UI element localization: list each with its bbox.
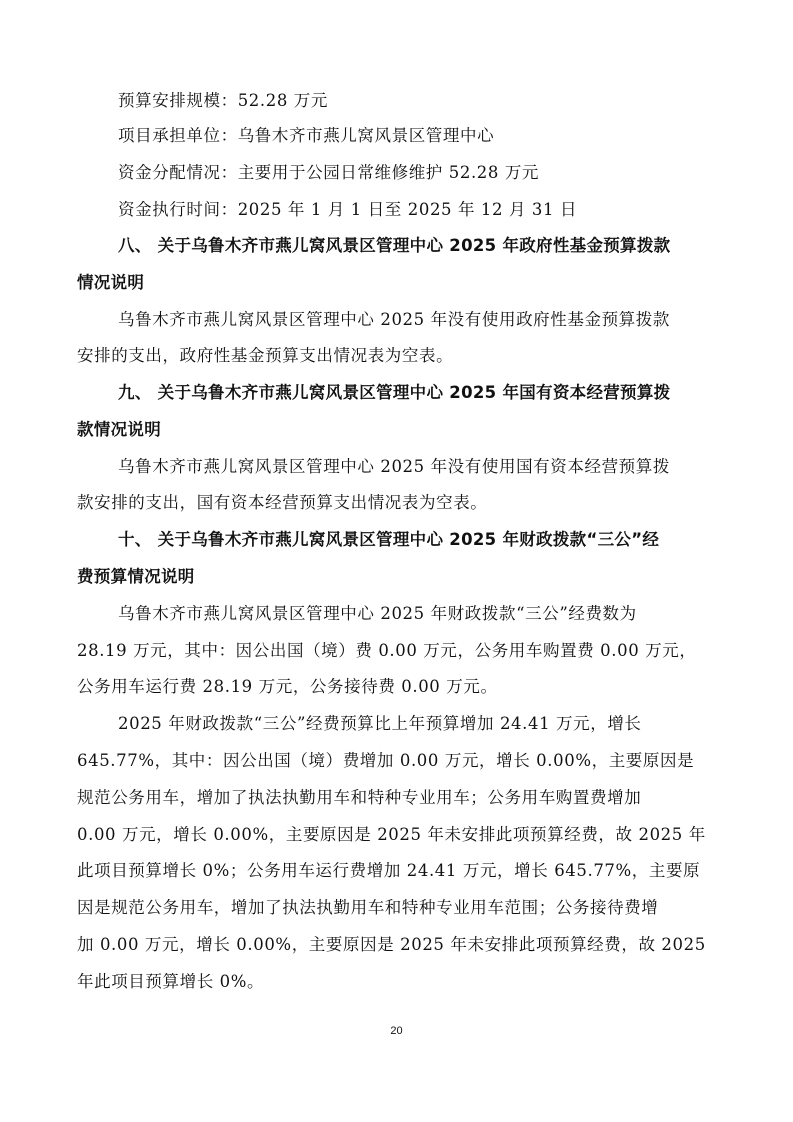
fund-allocation-line: 资金分配情况：主要用于公园日常维修维护 52.28 万元 xyxy=(118,163,540,182)
section-8-heading-line-1: 八、 关于乌鲁木齐市燕儿窝风景区管理中心 2025 年政府性基金预算拨款 xyxy=(118,236,671,255)
page-number: 20 xyxy=(390,1025,403,1037)
section-9-heading-line-2: 款情况说明 xyxy=(77,420,161,439)
section-8-heading-line-2: 情况说明 xyxy=(77,273,145,292)
section-8-body-line-1: 乌鲁木齐市燕儿窝风景区管理中心 2025 年没有使用政府性基金预算拨款 xyxy=(118,310,670,329)
section-10-body-line-1: 乌鲁木齐市燕儿窝风景区管理中心 2025 年财政拨款“三公”经费数为 xyxy=(118,604,637,623)
section-9-heading-line-1: 九、 关于乌鲁木齐市燕儿窝风景区管理中心 2025 年国有资本经营预算拨 xyxy=(118,383,671,402)
comparison-line-6: 因是规范公务用车，增加了执法执勤用车和特种专业用车范围；公务接待费增 xyxy=(77,898,659,917)
comparison-line-7: 加 0.00 万元，增长 0.00%，主要原因是 2025 年未安排此项预算经费，故 2025 xyxy=(77,935,706,954)
section-10-heading-line-1: 十、 关于乌鲁木齐市燕儿窝风景区管理中心 2025 年财政拨款“三公”经 xyxy=(118,530,660,549)
comparison-line-5: 此项目预算增长 0%；公务用车运行费增加 24.41 万元，增长 645.77%，主要原 xyxy=(77,861,701,880)
comparison-line-8: 年此项目预算增长 0%。 xyxy=(77,972,265,991)
comparison-line-1: 2025 年财政拨款“三公”经费预算比上年预算增加 24.41 万元，增长 xyxy=(118,714,642,733)
comparison-line-4: 0.00 万元，增长 0.00%，主要原因是 2025 年未安排此项预算经费，故 2025 年 xyxy=(77,825,706,844)
budget-scale-line: 预算安排规模：52.28 万元 xyxy=(118,91,328,110)
comparison-line-2: 645.77%，其中：因公出国（境）费增加 0.00 万元，增长 0.00%，主要原因是 xyxy=(77,751,695,770)
comparison-line-3: 规范公务用车，增加了执法执勤用车和特种专业用车；公务用车购置费增加 xyxy=(77,788,642,807)
section-10-body-line-2: 28.19 万元，其中：因公出国（境）费 0.00 万元，公务用车购置费 0.00 万元， xyxy=(77,641,697,660)
section-9-body-line-1: 乌鲁木齐市燕儿窝风景区管理中心 2025 年没有使用国有资本经营预算拨 xyxy=(118,457,670,476)
fund-execution-line: 资金执行时间：2025 年 1 月 1 日至 2025 年 12 月 31 日 xyxy=(118,200,578,219)
section-9-body-line-2: 款安排的支出，国有资本经营预算支出情况表为空表。 xyxy=(77,493,488,512)
section-8-body-line-2: 安排的支出，政府性基金预算支出情况表为空表。 xyxy=(77,346,454,365)
section-10-heading-line-2: 费预算情况说明 xyxy=(77,567,195,586)
section-10-body-line-3: 公务用车运行费 28.19 万元，公务接待费 0.00 万元。 xyxy=(77,677,498,696)
project-unit-line: 项目承担单位：乌鲁木齐市燕儿窝风景区管理中心 xyxy=(118,126,495,145)
